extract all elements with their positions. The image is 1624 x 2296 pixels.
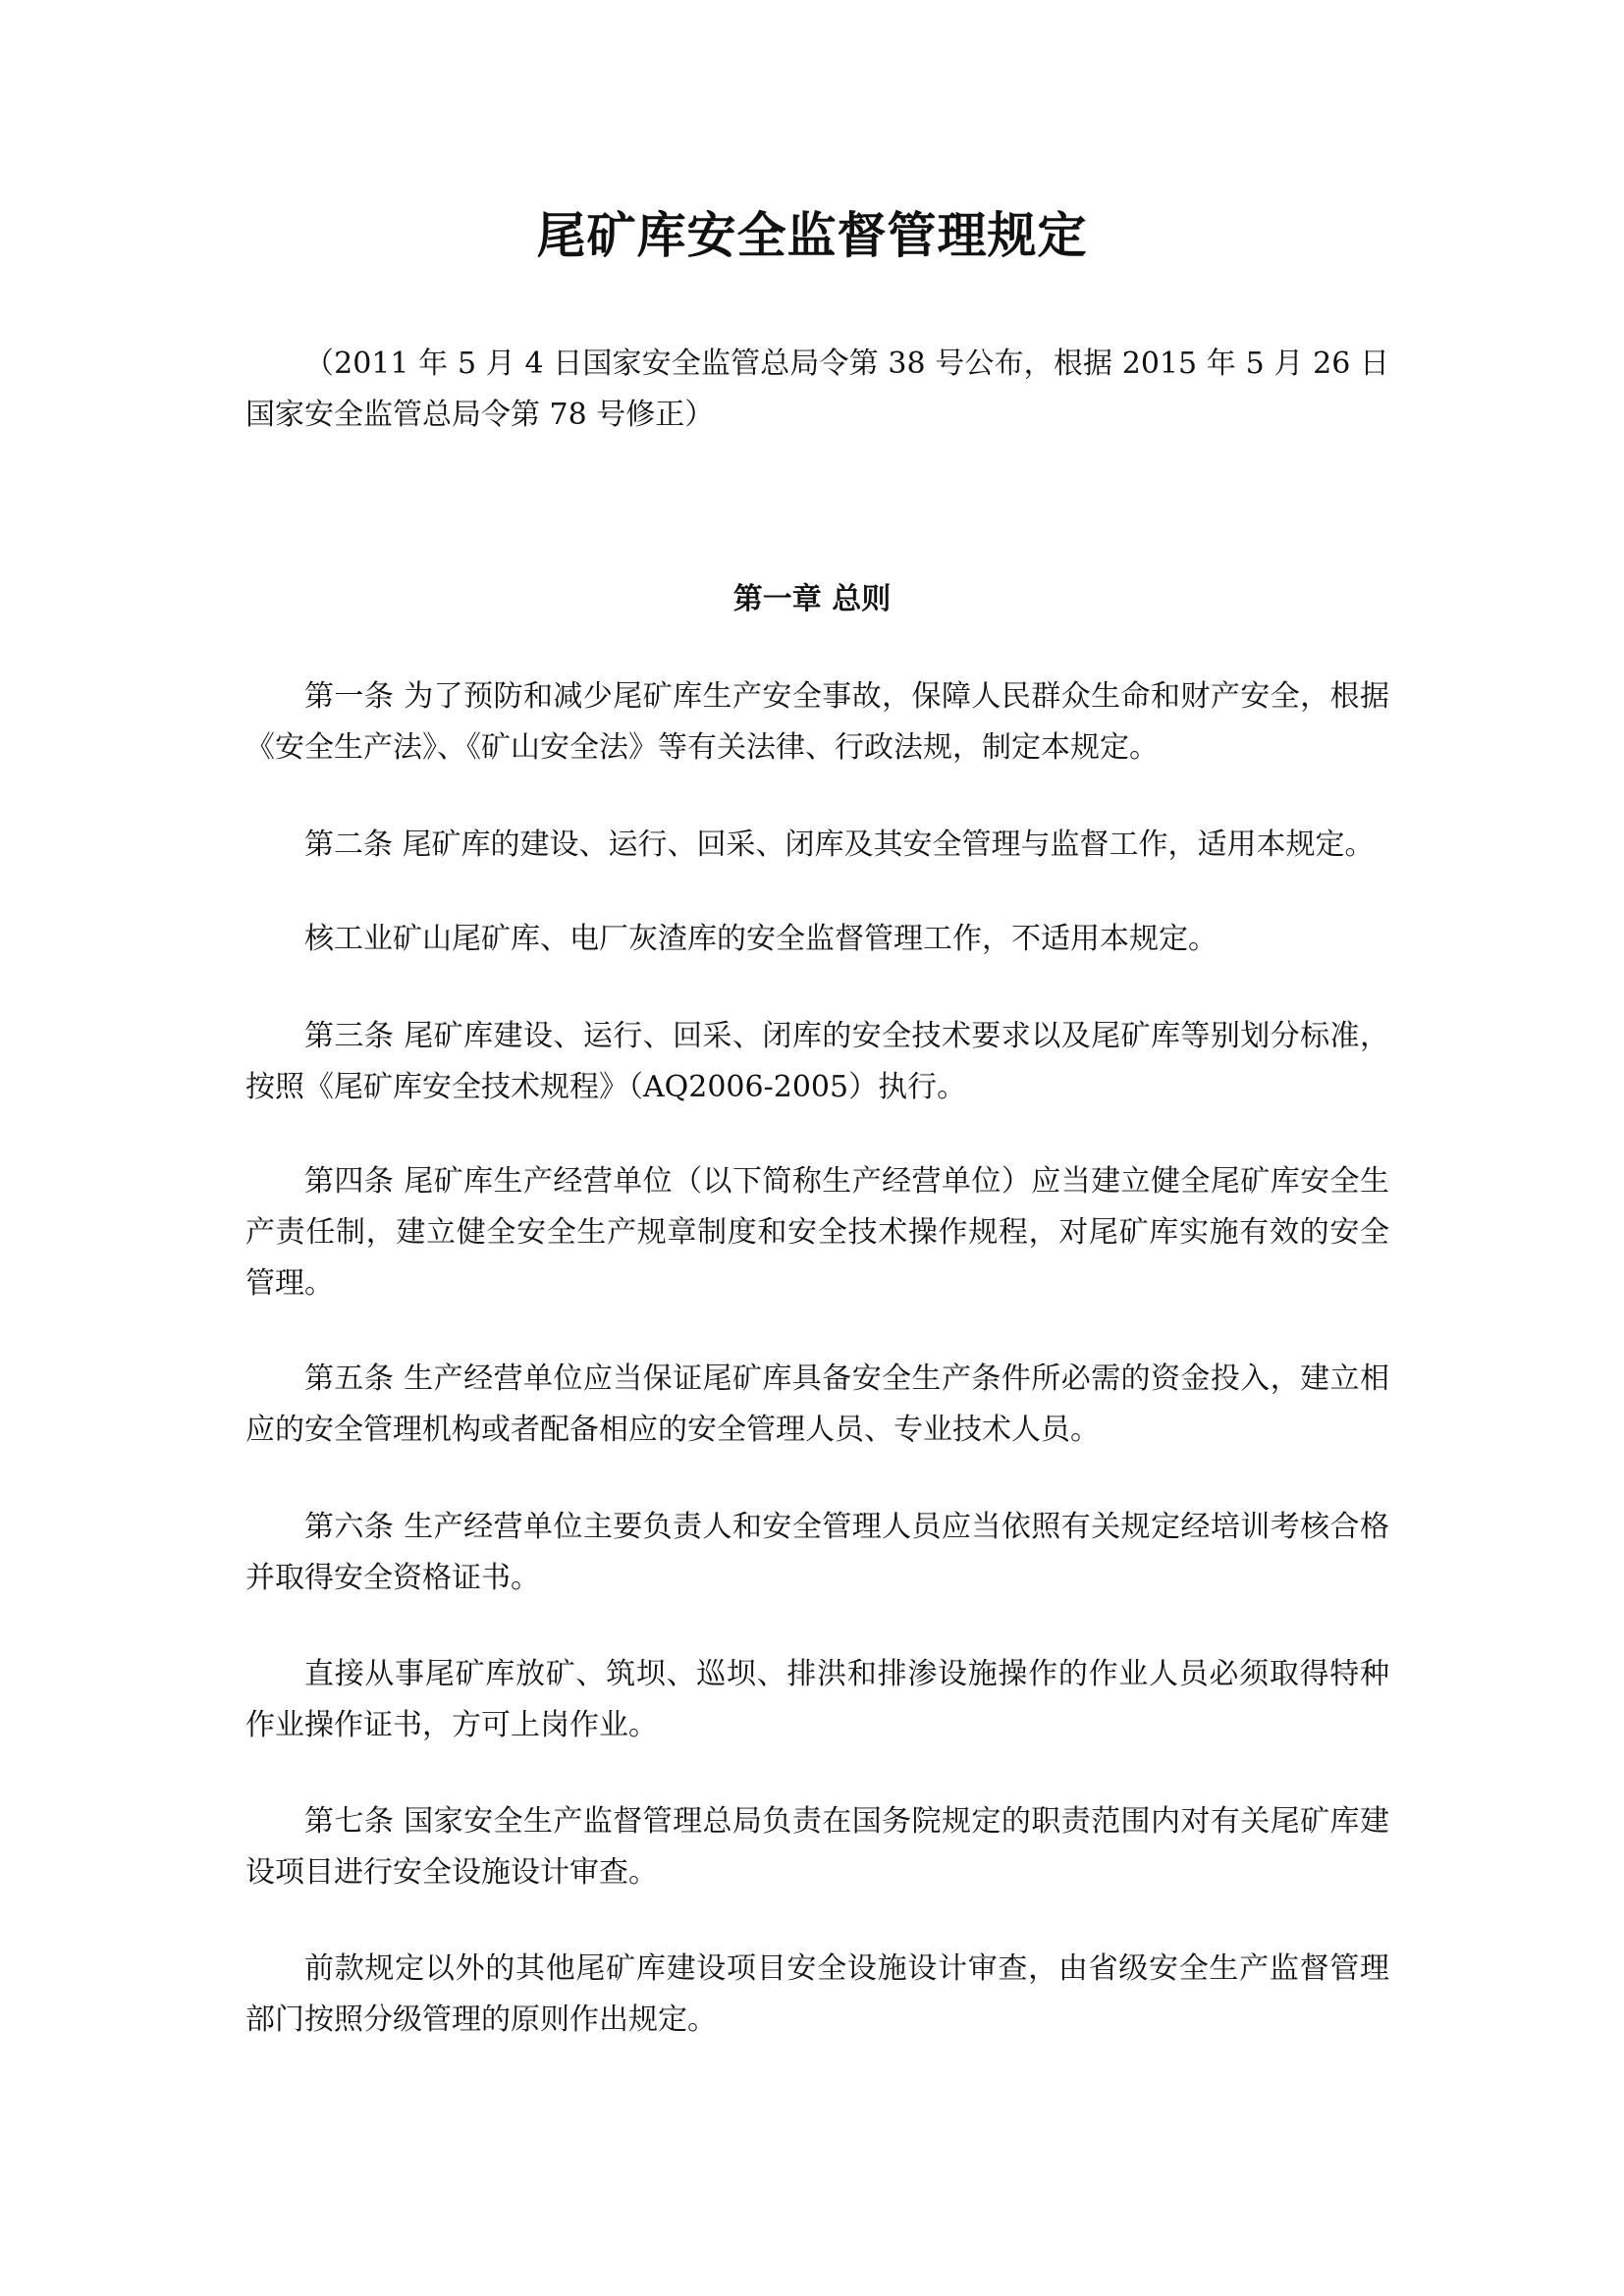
article-3: 第三条 尾矿库建设、运行、回采、闭库的安全技术要求以及尾矿库等别划分标准，按照《尾矿库安全技术规程》（AQ2006-2005）执行。 <box>245 1019 1389 1104</box>
article-1: 第一条 为了预防和减少尾矿库生产安全事故，保障人民群众生命和财产安全，根据《安全生产法》、《矿山安全法》等有关法律、行政法规，制定本规定。 <box>245 679 1389 765</box>
article-5: 第五条 生产经营单位应当保证尾矿库具备安全生产条件所必需的资金投入，建立相应的安全管理机构或者配备相应的安全管理人员、专业技术人员。 <box>245 1362 1389 1447</box>
document-title: 尾矿库安全监督管理规定 <box>536 206 1088 264</box>
article-6: 第六条 生产经营单位主要负责人和安全管理人员应当依照有关规定经培训考核合格并取得安全资格证书。 <box>245 1510 1389 1595</box>
article-2-paragraph-2: 核工业矿山尾矿库、电厂灰渣库的安全监督管理工作，不适用本规定。 <box>304 922 1218 956</box>
article-4: 第四条 尾矿库生产经营单位（以下简称生产经营单位）应当建立健全尾矿库安全生产责任制，建立健全安全生产规章制度和安全技术操作规程，对尾矿库实施有效的安全管理。 <box>245 1164 1389 1301</box>
article-7: 第七条 国家安全生产监督管理总局负责在国务院规定的职责范围内对有关尾矿库建设项目进行安全设施设计审查。 <box>245 1804 1389 1890</box>
article-6-paragraph-2: 直接从事尾矿库放矿、筑坝、巡坝、排洪和排渗设施操作的作业人员必须取得特种作业操作证书，方可上岗作业。 <box>245 1657 1389 1742</box>
article-2: 第二条 尾矿库的建设、运行、回采、闭库及其安全管理与监督工作，适用本规定。 <box>304 828 1375 862</box>
preamble-note: （2011 年 5 月 4 日国家安全监管总局令第 38 号公布，根据 2015 年 5 月 26 日国家安全监管总局令第 78 号修正） <box>245 347 1389 432</box>
chapter-heading: 第一章 总则 <box>732 582 892 616</box>
article-7-paragraph-2: 前款规定以外的其他尾矿库建设项目安全设施设计审查，由省级安全生产监督管理部门按照分级管理的原则作出规定。 <box>245 1951 1389 2037</box>
